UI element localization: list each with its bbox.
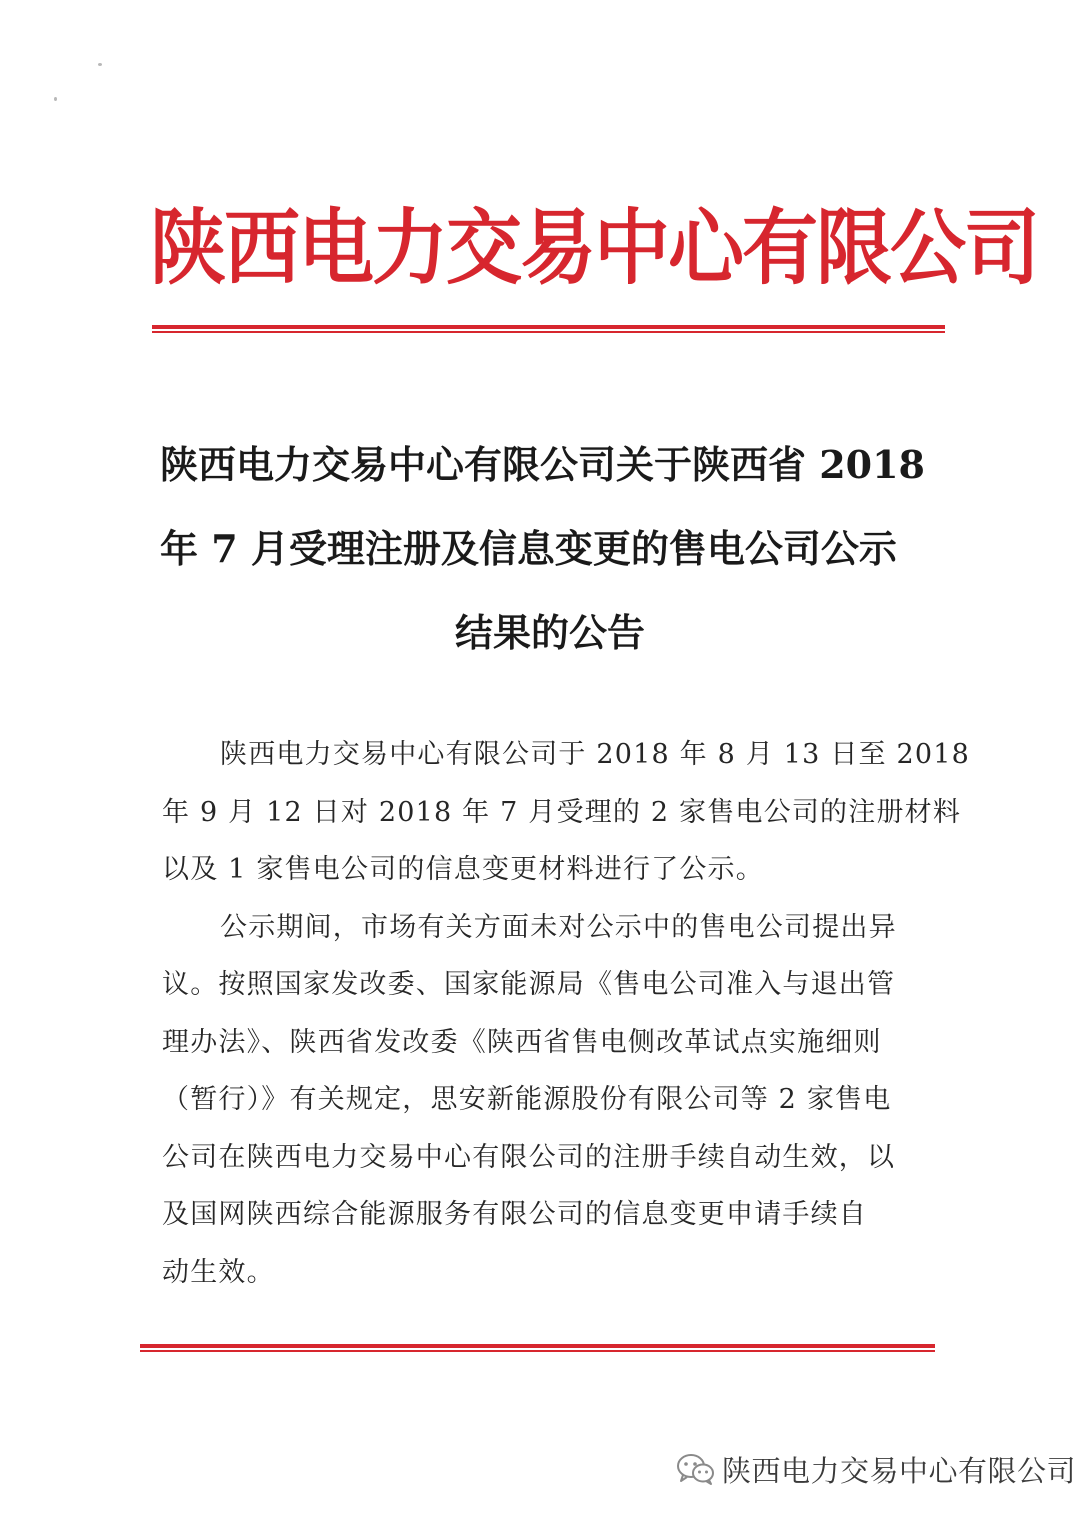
title-line-2: 年 7 月受理注册及信息变更的售电公司公示 [160, 526, 897, 571]
body-line: 议。按照国家发改委、国家能源局《售电公司准入与退出管 [162, 969, 896, 1000]
letterhead-divider [152, 325, 945, 333]
body-line: 年 9 月 12 日对 2018 年 7 月受理的 2 家售电公司的注册材料 [162, 796, 962, 828]
body-line: 理办法》、陕西省发改委《陕西省售电侧改革试点实施细则 [162, 1026, 882, 1058]
body-line: 动生效。 [162, 1256, 275, 1288]
body-line: 以及 1 家售电公司的信息变更材料进行了公示。 [162, 854, 764, 885]
title-line-3: 结果的公告 [454, 610, 645, 655]
document-title [160, 423, 940, 675]
scan-speck [54, 97, 57, 101]
body-line: 及国网陕西综合能源服务有限公司的信息变更申请手续自 [162, 1199, 867, 1230]
wechat-icon [676, 1452, 716, 1486]
footer-divider [140, 1344, 935, 1352]
body-line: （暂行）》有关规定，思安新能源股份有限公司等 2 家售电 [162, 1084, 892, 1115]
watermark-text: 陕西电力交易中心有限公司 [722, 1453, 1077, 1488]
body-line: 公司在陕西电力交易中心有限公司的注册手续自动生效，以 [162, 1141, 896, 1173]
document-body [162, 726, 971, 1301]
title-line-1: 陕西电力交易中心有限公司关于陕西省 2018 [160, 442, 925, 487]
body-line: 公示期间，市场有关方面未对公示中的售电公司提出异 [220, 911, 897, 943]
body-line: 陕西电力交易中心有限公司于 2018 年 8 月 13 日至 2018 [220, 739, 971, 770]
letterhead-org-name: 陕西电力交易中心有限公司 [150, 199, 1038, 296]
scan-speck [98, 63, 102, 66]
wechat-watermark [676, 1447, 1076, 1491]
